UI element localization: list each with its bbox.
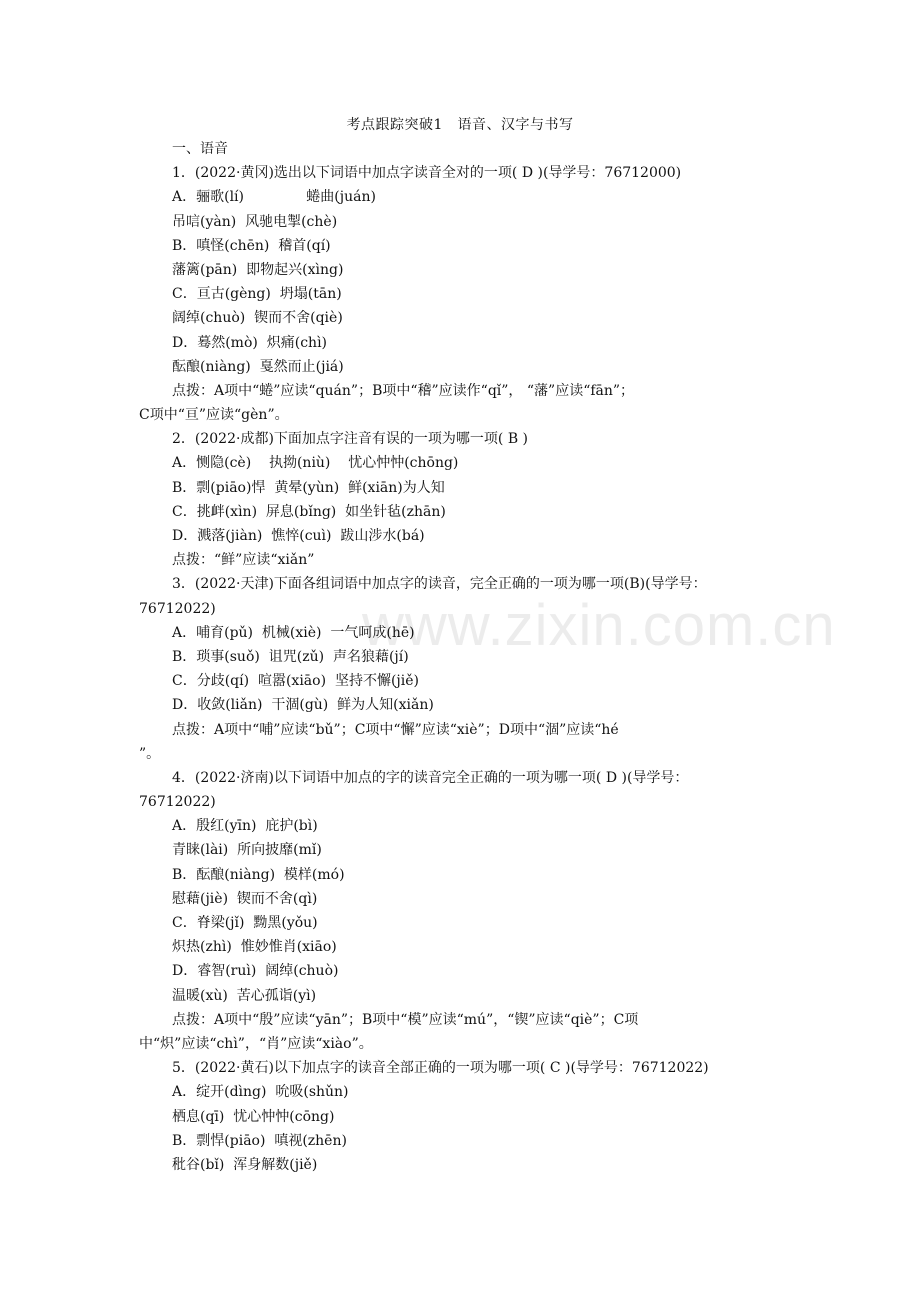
- text-line: 点拨：A项中“哺”应读“bǔ”；C项中“懈”应读“xiè”；D项中“涸”应读“hé: [172, 721, 619, 738]
- text-line: C．挑衅(xìn) 屏息(bǐng) 如坐针毡(zhān): [172, 503, 446, 520]
- page-title: 考点跟踪突破1 语音、汉字与书写: [346, 117, 574, 133]
- text-line: B．剽(piāo)悍 黄晕(yùn) 鲜(xiān)为人知: [172, 479, 445, 496]
- text-line: 秕谷(bǐ) 浑身解数(jiě): [172, 1156, 318, 1173]
- watermark: www.zixin.com.cn: [362, 593, 836, 658]
- text-line: 5．(2022·黄石)以下加点字的读音全部正确的一项为哪一项( C )(导学号：76712022): [172, 1060, 709, 1077]
- text-line: D．溅落(jiàn) 憔悴(cuì) 跋山涉水(bá): [172, 528, 425, 544]
- text-line: ”。: [139, 745, 161, 762]
- text-line: 吊唁(yàn) 风驰电掣(chè): [172, 213, 338, 230]
- text-line: 藩篱(pān) 即物起兴(xìng): [172, 261, 344, 278]
- text-line: A．殷红(yīn) 庇护(bì): [172, 818, 318, 835]
- text-line: 青睐(lài) 所向披靡(mǐ): [172, 842, 322, 859]
- text-line: D．蓦然(mò) 炽痛(chì): [172, 334, 328, 351]
- text-line: 炽热(zhì) 惟妙惟肖(xiāo): [172, 939, 337, 956]
- text-line: D．睿智(ruì) 阔绰(chuò): [172, 963, 339, 980]
- text-line: 阔绰(chuò) 锲而不舍(qiè): [172, 310, 343, 327]
- text-line: C项中“亘”应读“gèn”。: [139, 407, 289, 424]
- text-line: 慰藉(jiè) 锲而不舍(qì): [172, 890, 318, 907]
- text-line: A．哺育(pǔ) 机械(xiè) 一气呵成(hē): [172, 624, 415, 641]
- text-line: D．收敛(liǎn) 干涸(gù) 鲜为人知(xiǎn): [172, 697, 434, 714]
- text-line: A．绽开(dìng) 吮吸(shǔn): [172, 1084, 349, 1101]
- text-line: C．分歧(qí) 喧嚣(xiāo) 坚持不懈(jiě): [172, 673, 419, 690]
- text-line: 4．(2022·济南)以下词语中加点的字的读音完全正确的一项为哪一项( D )(导学号：: [172, 769, 689, 786]
- text-line: B．酝酿(niàng) 模样(mó): [172, 866, 345, 883]
- text-line: 2．(2022·成都)下面加点字注音有误的一项为哪一项( B ): [172, 431, 529, 448]
- text-line: 3．(2022·天津)下面各组词语中加点字的读音，完全正确的一项为哪一项(B)(导学号：: [172, 576, 707, 593]
- text-line: 酝酿(niàng) 戛然而止(jiá): [172, 358, 344, 375]
- document-body: [0, 137, 920, 1177]
- text-line: B．剽悍(piāo) 嗔视(zhēn): [172, 1132, 347, 1149]
- text-line: A．骊歌(lí) 蜷曲(juán): [172, 189, 376, 206]
- text-line: 点拨：A项中“殷”应读“yān”；B项中“模”应读“mú”，“锲”应读“qiè”；C项: [172, 1011, 639, 1028]
- text-line: C．脊梁(jǐ) 黝黑(yǒu): [172, 915, 318, 931]
- text-line: 76712022): [139, 600, 216, 617]
- text-line: 一、语音: [172, 141, 228, 157]
- text-line: 76712022): [139, 794, 216, 811]
- text-line: C．亘古(gèng) 坍塌(tān): [172, 286, 342, 303]
- text-line: 温暖(xù) 苦心孤诣(yì): [172, 987, 317, 1004]
- text-line: 中“炽”应读“chì”，“肖”应读“xiào”。: [139, 1035, 373, 1052]
- text-line: 栖息(qī) 忧心忡忡(cōng): [172, 1108, 335, 1125]
- text-line: 点拨：“鲜”应读“xiǎn”: [172, 552, 315, 569]
- text-line: B．嗔怪(chēn) 稽首(qí): [172, 237, 331, 254]
- text-line: B．琐事(suǒ) 诅咒(zǔ) 声名狼藉(jí): [172, 648, 409, 665]
- text-line: A．恻隐(cè) 执拗(niù) 忧心忡忡(chōng): [172, 455, 459, 472]
- text-line: 1．(2022·黄冈)选出以下词语中加点字读音全对的一项( D )(导学号：76712000): [172, 165, 682, 182]
- text-line: 点拨：A项中“蜷”应读“quán”；B项中“稽”应读作“qǐ”， “藩”应读“fān”；: [172, 382, 635, 399]
